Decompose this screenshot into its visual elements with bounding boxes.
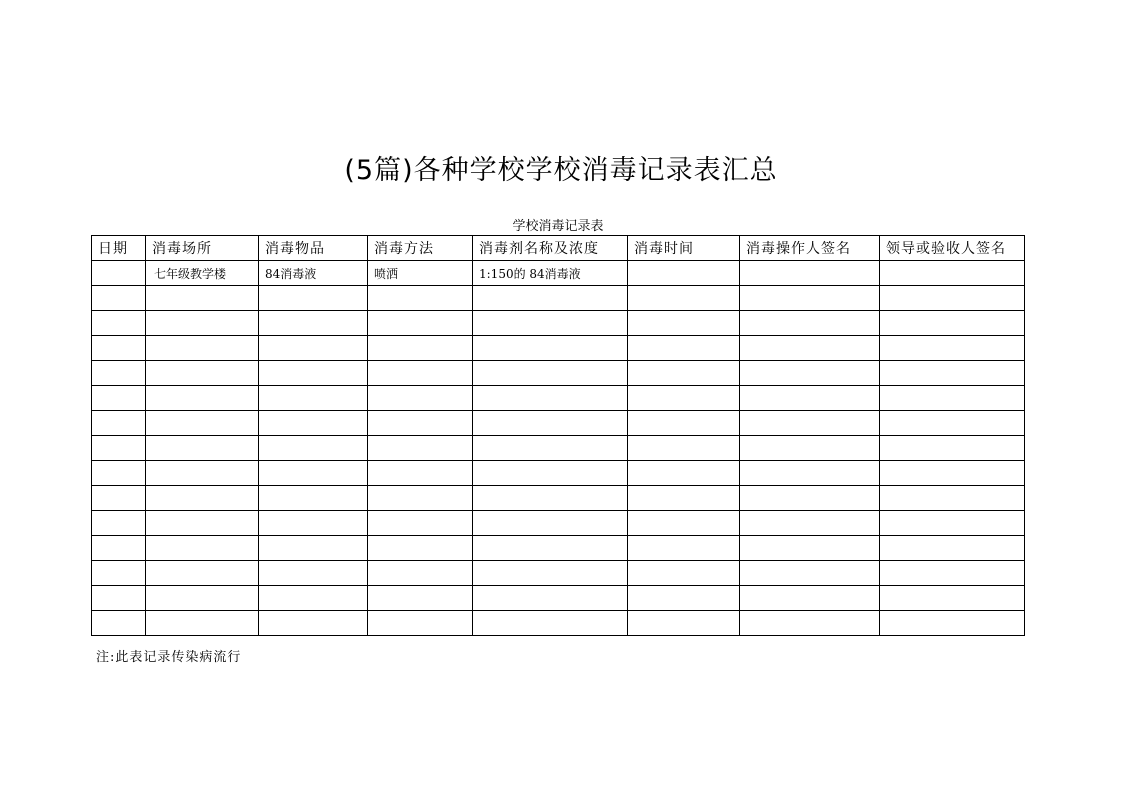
table-body	[92, 261, 1025, 636]
cell-inspector-signature	[880, 261, 1025, 286]
cell-method	[368, 611, 473, 636]
header-location: 消毒场所	[146, 236, 259, 261]
footnote: 注:此表记录传染病流行	[96, 650, 242, 665]
cell-items	[259, 386, 368, 411]
cell-disinfectant	[473, 561, 628, 586]
cell-operator-signature	[740, 436, 880, 461]
cell-method	[368, 586, 473, 611]
cell-disinfectant	[473, 611, 628, 636]
cell-items	[259, 336, 368, 361]
table-row	[92, 261, 1025, 286]
cell-operator-signature	[740, 586, 880, 611]
cell-method	[368, 461, 473, 486]
cell-method	[368, 511, 473, 536]
cell-date	[92, 586, 146, 611]
cell-inspector-signature	[880, 311, 1025, 336]
cell-time	[628, 586, 740, 611]
cell-date	[92, 336, 146, 361]
cell-disinfectant	[473, 486, 628, 511]
cell-inspector-signature	[880, 461, 1025, 486]
cell-disinfectant	[473, 461, 628, 486]
cell-method	[368, 311, 473, 336]
cell-time	[628, 336, 740, 361]
table-row	[92, 461, 1025, 486]
cell-operator-signature	[740, 286, 880, 311]
cell-method	[368, 561, 473, 586]
cell-time	[628, 511, 740, 536]
cell-items	[259, 486, 368, 511]
cell-disinfectant	[473, 411, 628, 436]
header-items: 消毒物品	[259, 236, 368, 261]
cell-method	[368, 386, 473, 411]
cell-operator-signature	[740, 461, 880, 486]
cell-location	[146, 361, 259, 386]
cell-disinfectant	[473, 336, 628, 361]
cell-disinfectant	[473, 511, 628, 536]
cell-items	[259, 611, 368, 636]
cell-method	[368, 536, 473, 561]
cell-time	[628, 486, 740, 511]
cell-location	[146, 411, 259, 436]
cell-location	[146, 511, 259, 536]
cell-inspector-signature	[880, 336, 1025, 361]
cell-date	[92, 261, 146, 286]
cell-time	[628, 536, 740, 561]
cell-location	[146, 561, 259, 586]
cell-items	[259, 586, 368, 611]
cell-location	[146, 461, 259, 486]
cell-date	[92, 511, 146, 536]
header-date: 日期	[92, 236, 146, 261]
cell-inspector-signature	[880, 411, 1025, 436]
cell-operator-signature	[740, 386, 880, 411]
cell-inspector-signature	[880, 586, 1025, 611]
cell-date	[92, 411, 146, 436]
table-header-row	[92, 236, 1025, 261]
cell-date	[92, 386, 146, 411]
cell-inspector-signature	[880, 486, 1025, 511]
cell-disinfectant	[473, 286, 628, 311]
cell-inspector-signature	[880, 386, 1025, 411]
cell-time	[628, 461, 740, 486]
cell-location	[146, 286, 259, 311]
cell-disinfectant	[473, 536, 628, 561]
cell-location	[146, 311, 259, 336]
disinfection-record-table	[91, 235, 1025, 636]
cell-operator-signature	[740, 261, 880, 286]
cell-location	[146, 611, 259, 636]
cell-time	[628, 561, 740, 586]
cell-time	[628, 261, 740, 286]
cell-inspector-signature	[880, 561, 1025, 586]
cell-items	[259, 461, 368, 486]
cell-items	[259, 511, 368, 536]
cell-items	[259, 436, 368, 461]
cell-method	[368, 336, 473, 361]
cell-inspector-signature	[880, 536, 1025, 561]
table-row	[92, 511, 1025, 536]
cell-items	[259, 561, 368, 586]
cell-method	[368, 286, 473, 311]
header-operator-signature: 消毒操作人签名	[740, 236, 880, 261]
cell-method	[368, 411, 473, 436]
cell-inspector-signature	[880, 611, 1025, 636]
cell-date	[92, 561, 146, 586]
table-row	[92, 436, 1025, 461]
cell-inspector-signature	[880, 286, 1025, 311]
cell-location	[146, 386, 259, 411]
cell-time	[628, 361, 740, 386]
header-method: 消毒方法	[368, 236, 473, 261]
cell-disinfectant	[473, 586, 628, 611]
cell-operator-signature	[740, 336, 880, 361]
cell-location: 七年级教学楼	[146, 261, 259, 286]
cell-date	[92, 461, 146, 486]
cell-method	[368, 486, 473, 511]
cell-disinfectant	[473, 386, 628, 411]
cell-disinfectant: 1:150的 84消毒液	[473, 261, 628, 286]
cell-operator-signature	[740, 486, 880, 511]
cell-date	[92, 536, 146, 561]
cell-date	[92, 311, 146, 336]
cell-operator-signature	[740, 311, 880, 336]
cell-location	[146, 536, 259, 561]
cell-operator-signature	[740, 411, 880, 436]
cell-location	[146, 336, 259, 361]
cell-method: 喷洒	[368, 261, 473, 286]
cell-operator-signature	[740, 536, 880, 561]
cell-time	[628, 286, 740, 311]
table-row	[92, 361, 1025, 386]
cell-inspector-signature	[880, 436, 1025, 461]
table-row	[92, 311, 1025, 336]
table-row	[92, 336, 1025, 361]
table-row	[92, 536, 1025, 561]
cell-disinfectant	[473, 311, 628, 336]
cell-operator-signature	[740, 561, 880, 586]
cell-operator-signature	[740, 511, 880, 536]
cell-method	[368, 436, 473, 461]
table-row	[92, 411, 1025, 436]
table-row	[92, 486, 1025, 511]
table-row	[92, 386, 1025, 411]
cell-inspector-signature	[880, 511, 1025, 536]
cell-items	[259, 536, 368, 561]
cell-location	[146, 586, 259, 611]
cell-date	[92, 436, 146, 461]
cell-operator-signature	[740, 361, 880, 386]
table-row	[92, 611, 1025, 636]
cell-date	[92, 361, 146, 386]
cell-items: 84消毒液	[259, 261, 368, 286]
cell-operator-signature	[740, 611, 880, 636]
cell-inspector-signature	[880, 361, 1025, 386]
cell-method	[368, 361, 473, 386]
cell-items	[259, 311, 368, 336]
table-caption: 学校消毒记录表	[512, 219, 604, 234]
document-title: (5篇)各种学校学校消毒记录表汇总	[344, 155, 778, 186]
table-row	[92, 286, 1025, 311]
cell-time	[628, 386, 740, 411]
cell-date	[92, 611, 146, 636]
cell-time	[628, 611, 740, 636]
cell-date	[92, 486, 146, 511]
cell-time	[628, 411, 740, 436]
table-row	[92, 586, 1025, 611]
table-row	[92, 561, 1025, 586]
cell-items	[259, 286, 368, 311]
cell-time	[628, 311, 740, 336]
cell-time	[628, 436, 740, 461]
cell-items	[259, 411, 368, 436]
cell-disinfectant	[473, 361, 628, 386]
header-disinfectant: 消毒剂名称及浓度	[473, 236, 628, 261]
header-inspector-signature: 领导或验收人签名	[880, 236, 1025, 261]
header-time: 消毒时间	[628, 236, 740, 261]
cell-disinfectant	[473, 436, 628, 461]
cell-items	[259, 361, 368, 386]
cell-date	[92, 286, 146, 311]
cell-location	[146, 436, 259, 461]
cell-location	[146, 486, 259, 511]
